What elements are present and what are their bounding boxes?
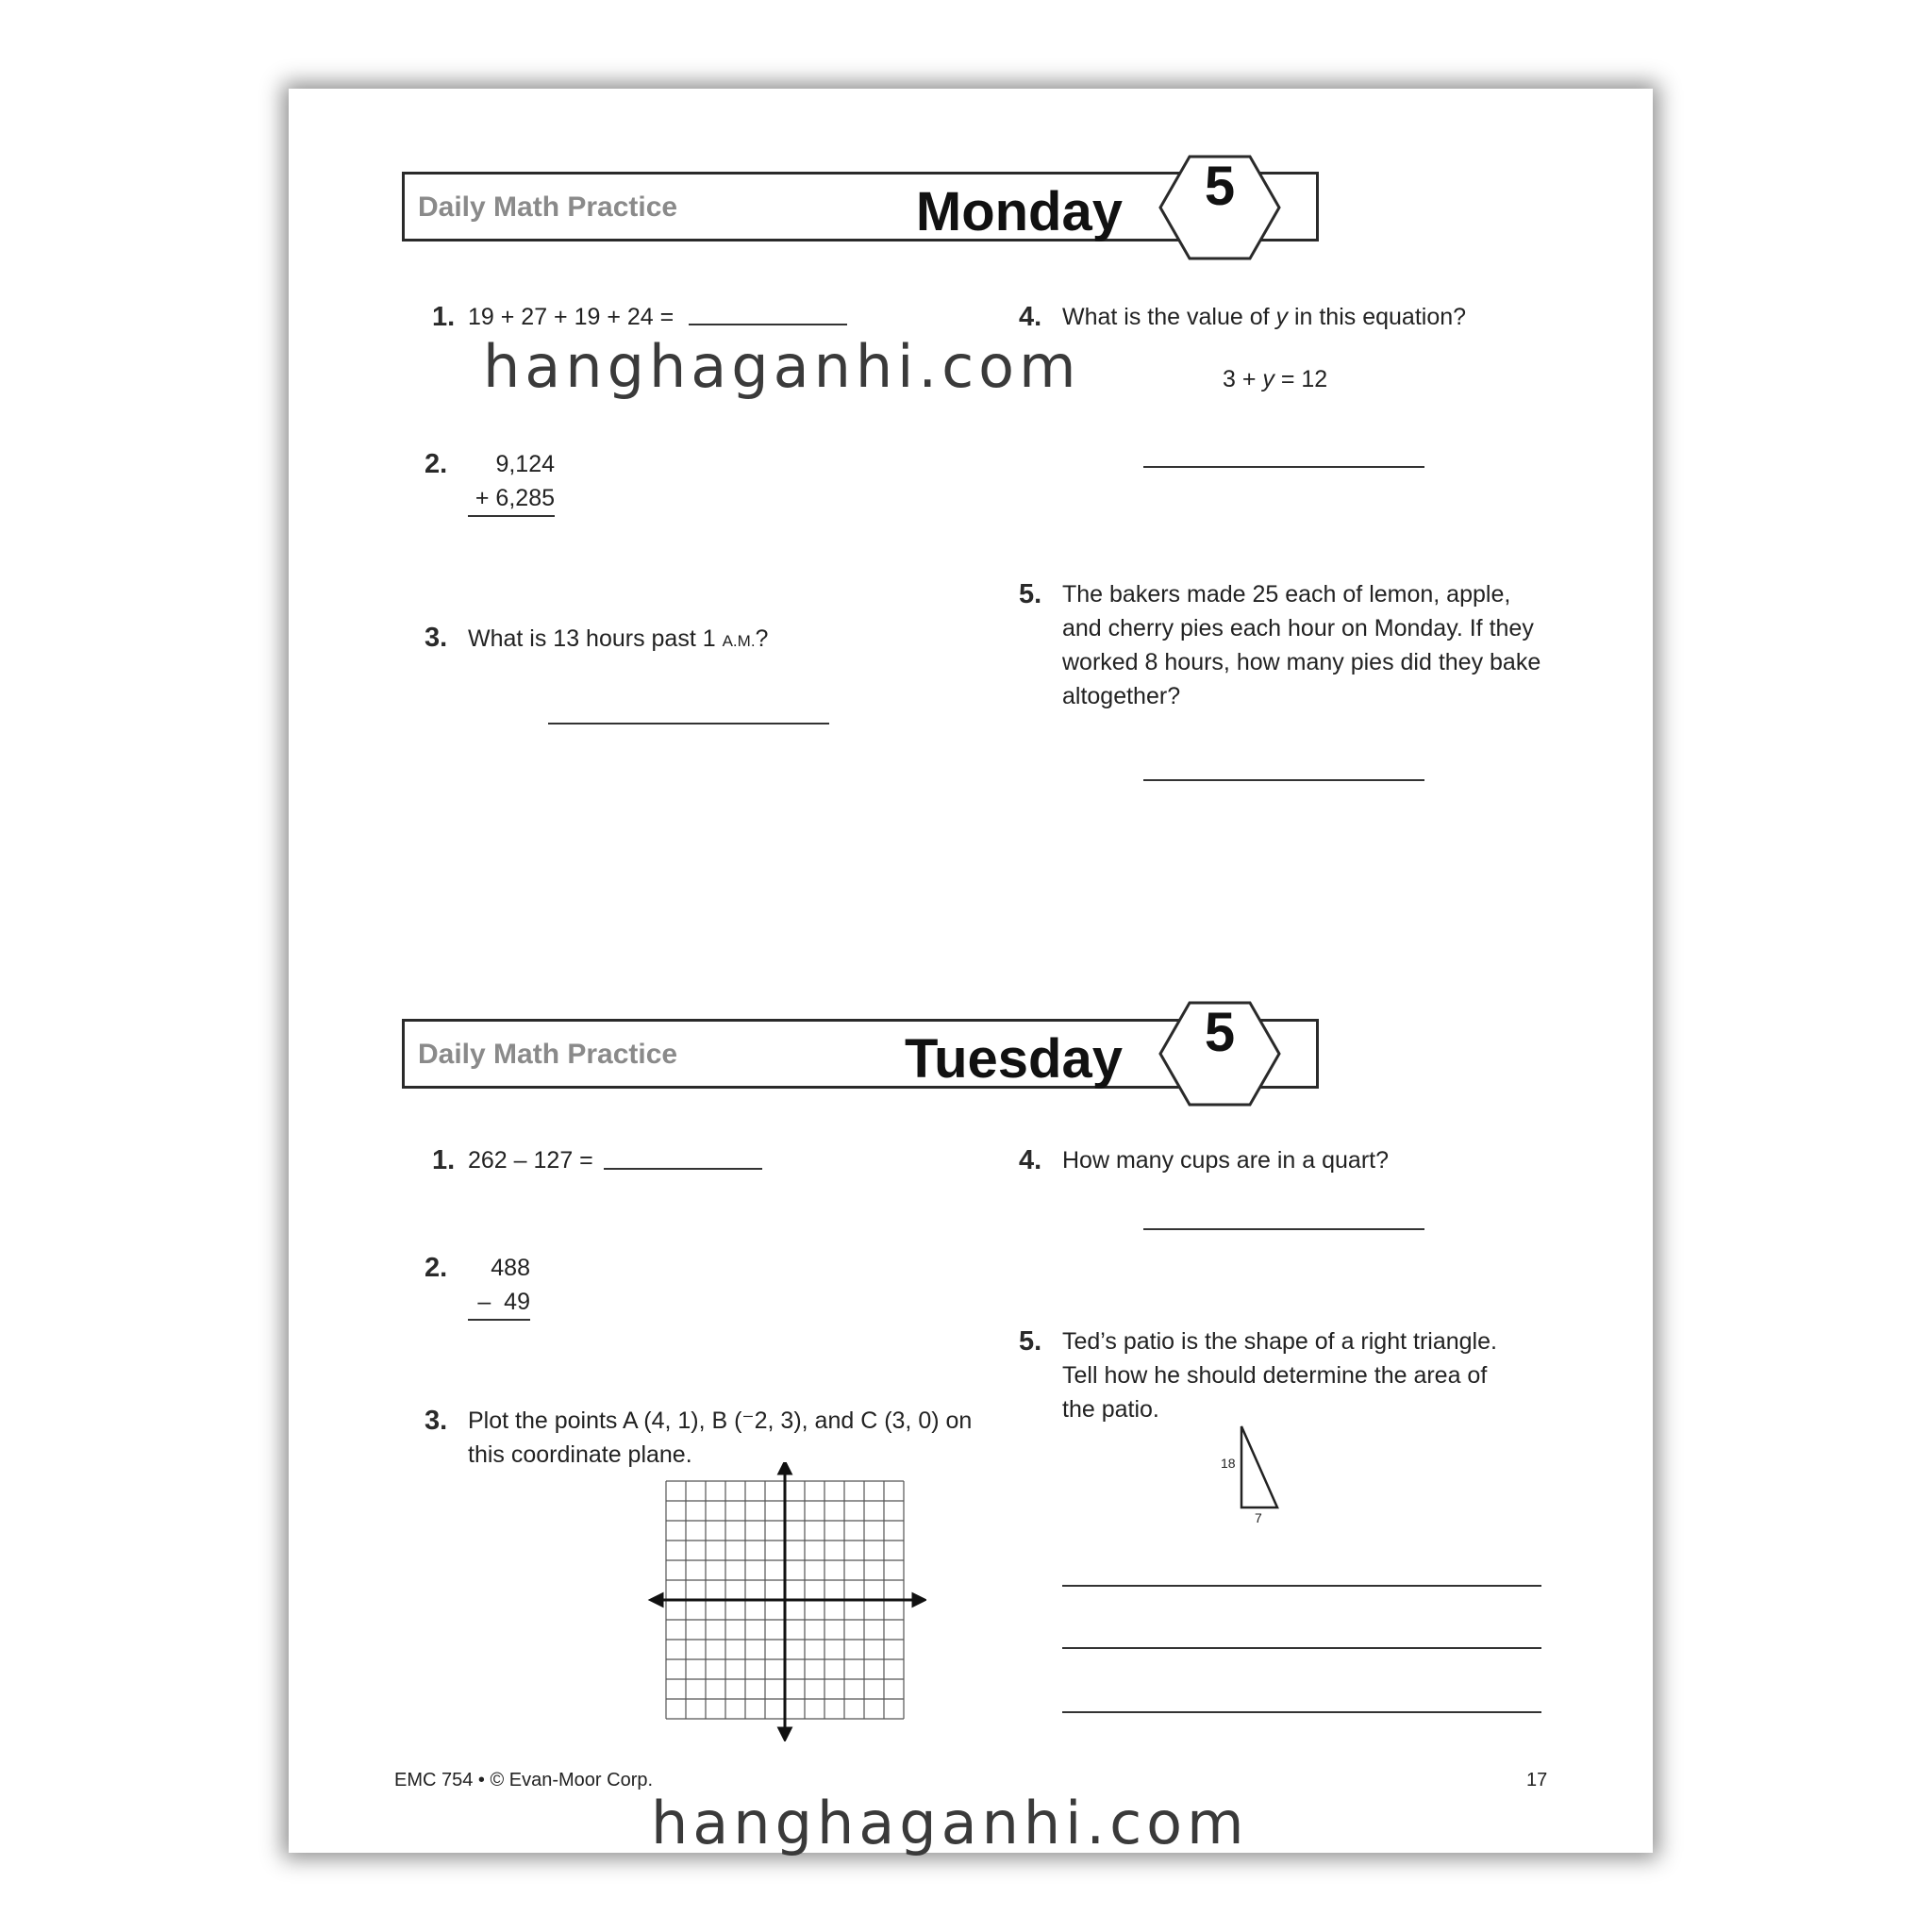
monday-week-hexagon <box>1158 155 1281 260</box>
tuesday-week-hexagon <box>1158 1001 1281 1107</box>
tuesday-q4-answer-line[interactable] <box>1143 1228 1424 1230</box>
tuesday-q2-problem <box>468 1251 530 1321</box>
tuesday-q1-text: 262 – 127 = <box>468 1147 593 1174</box>
tuesday-q3-number: 3. <box>425 1406 448 1436</box>
monday-q2-bottom: + 6,285 <box>468 481 555 517</box>
monday-q3-answer-line[interactable] <box>548 723 829 724</box>
tuesday-week-number: 5 <box>1204 1002 1236 1063</box>
tuesday-day-title: Tuesday <box>904 1028 1123 1090</box>
tuesday-q5-answer-line-3[interactable] <box>1062 1711 1541 1713</box>
footer-copyright: EMC 754 • © Evan-Moor Corp. <box>394 1770 654 1790</box>
monday-q4-variable: y <box>1275 304 1289 330</box>
monday-q3-text <box>468 622 768 658</box>
monday-q4-equation <box>1223 362 1327 396</box>
monday-q5-line-4: altogether? <box>1062 683 1181 709</box>
monday-q4-answer-line[interactable] <box>1143 466 1424 468</box>
monday-q4-text <box>1062 300 1466 334</box>
tuesday-q4-text: How many cups are in a quart? <box>1062 1147 1390 1174</box>
monday-q5-line-3: worked 8 hours, how many pies did they bake <box>1062 649 1541 675</box>
monday-header-label: Daily Math Practice <box>418 192 678 223</box>
monday-q5-line-1: The bakers made 25 each of lemon, apple, <box>1062 581 1511 608</box>
tuesday-q5-line-1: Ted’s patio is the shape of a right triangle. <box>1062 1328 1497 1355</box>
triangle-base-label: 7 <box>1255 1510 1262 1524</box>
monday-q4-eq-variable: y <box>1262 366 1274 392</box>
monday-q1-text: 19 + 27 + 19 + 24 = <box>468 304 675 330</box>
monday-q3-text-part: What is 13 hours past 1 <box>468 625 723 652</box>
monday-q2-problem <box>468 447 555 517</box>
tuesday-q4-number: 4. <box>1019 1145 1042 1175</box>
monday-q1-number: 1. <box>432 302 456 332</box>
watermark-top: hanghaganhi.com <box>483 332 1081 401</box>
monday-q4-text-part: What is the value of <box>1062 304 1276 330</box>
monday-week-number: 5 <box>1204 156 1236 217</box>
tuesday-q2-top: 488 <box>491 1255 530 1281</box>
monday-q3-text-end: ? <box>755 625 769 652</box>
monday-q5-number: 5. <box>1019 579 1042 609</box>
tuesday-q2-bottom: – 49 <box>468 1285 530 1321</box>
tuesday-q5-number: 5. <box>1019 1326 1042 1357</box>
right-triangle-diagram <box>1217 1421 1292 1524</box>
monday-q4-eq-part: 3 + <box>1223 366 1263 392</box>
tuesday-q3-line-2: this coordinate plane. <box>468 1441 692 1468</box>
watermark-bottom: hanghaganhi.com <box>651 1789 1249 1857</box>
tuesday-q5-answer-line-2[interactable] <box>1062 1647 1541 1649</box>
tuesday-q3-line-1: Plot the points A (4, 1), B (⁻2, 3), and C (3, 0) on <box>468 1407 973 1434</box>
tuesday-header-label: Daily Math Practice <box>418 1039 678 1070</box>
tuesday-q5-line-2: Tell how he should determine the area of <box>1062 1362 1488 1389</box>
monday-q5-text <box>1062 577 1541 713</box>
tuesday-q5-answer-line-1[interactable] <box>1062 1585 1541 1587</box>
tuesday-q1-answer-line[interactable] <box>604 1168 762 1170</box>
monday-q5-line-2: and cherry pies each hour on Monday. If they <box>1062 615 1534 641</box>
monday-q3-am: A.M. <box>722 632 756 650</box>
tuesday-q2-number: 2. <box>425 1253 448 1283</box>
monday-q1-answer-line[interactable] <box>689 324 847 325</box>
monday-q4-text-end: in this equation? <box>1288 304 1467 330</box>
monday-q5-answer-line[interactable] <box>1143 779 1424 781</box>
tuesday-q1-number: 1. <box>432 1145 456 1175</box>
tuesday-q5-line-3: the patio. <box>1062 1396 1159 1423</box>
monday-q3-number: 3. <box>425 623 448 653</box>
monday-day-title: Monday <box>915 181 1123 242</box>
monday-q2-number: 2. <box>425 449 448 479</box>
coordinate-plane[interactable] <box>647 1462 926 1741</box>
footer-page-number: 17 <box>1526 1770 1548 1790</box>
monday-q4-number: 4. <box>1019 302 1042 332</box>
tuesday-q5-text <box>1062 1324 1497 1426</box>
monday-q4-eq-end: = 12 <box>1274 366 1328 392</box>
monday-q2-top: 9,124 <box>495 451 555 477</box>
triangle-height-label: 18 <box>1221 1456 1236 1471</box>
